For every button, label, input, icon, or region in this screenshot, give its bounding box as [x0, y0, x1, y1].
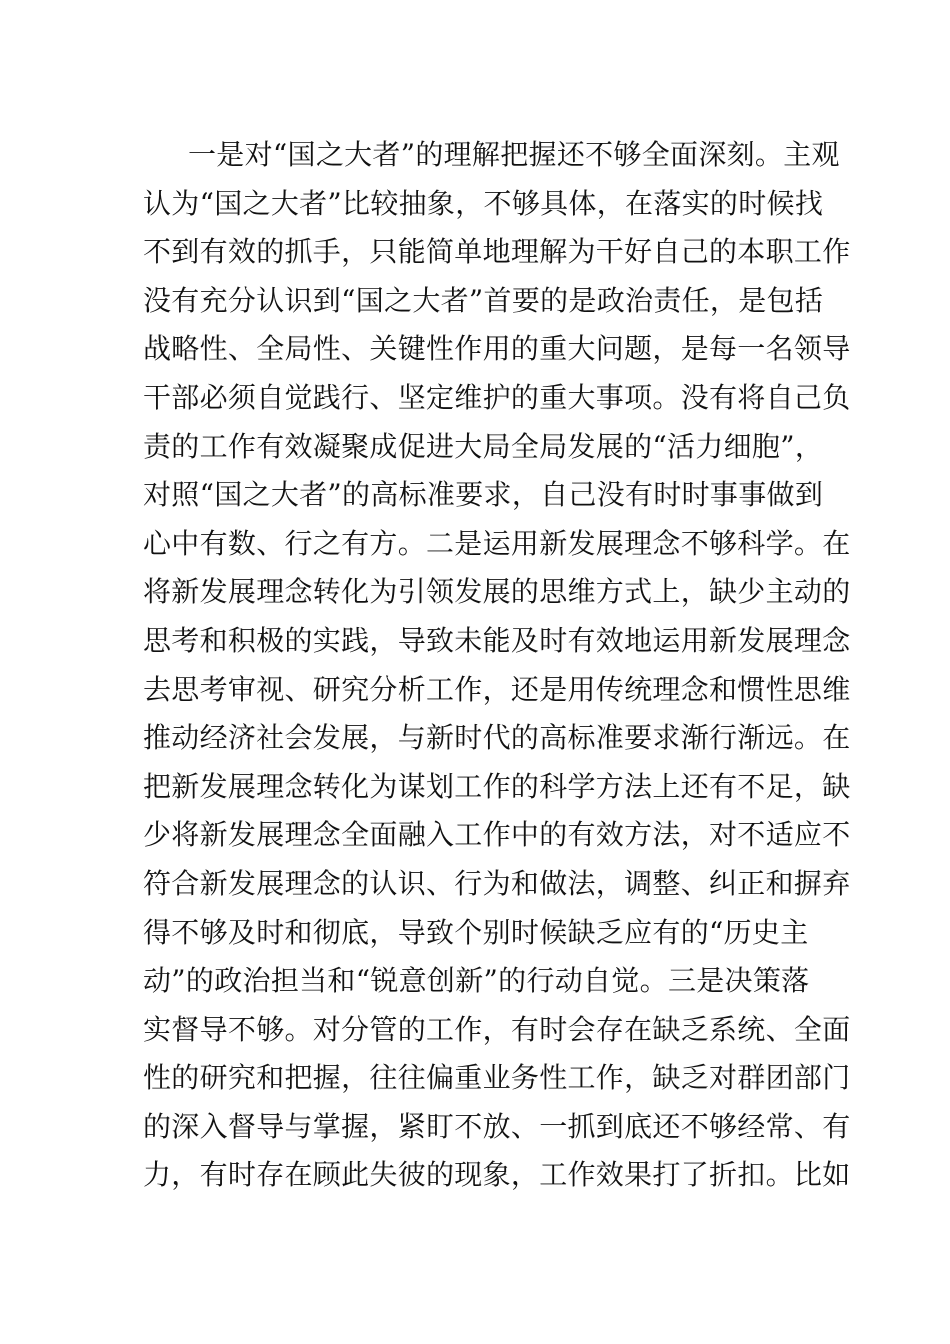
text-line: 动”的政治担当和“锐意创新”的行动自觉。三是决策落: [143, 964, 810, 998]
text-line: 少将新发展理念全面融入工作中的有效方法，对不适应不: [143, 818, 851, 852]
text-line: 不到有效的抓手，只能简单地理解为干好自己的本职工作: [143, 235, 851, 269]
text-line: 没有充分认识到“国之大者”首要的是政治责任，是包括: [143, 283, 824, 317]
text-line: 干部必须自觉践行、坚定维护的重大事项。没有将自己负: [143, 380, 851, 414]
text-line: 实督导不够。对分管的工作，有时会存在缺乏系统、全面: [143, 1012, 851, 1046]
text-line: 一是对“国之大者”的理解把握还不够全面深刻。主观: [188, 138, 840, 171]
text-line: 得不够及时和彻底，导致个别时候缺乏应有的“历史主: [143, 915, 809, 949]
text-line: 力，有时存在顾此失彼的现象，工作效果打了折扣。比如: [143, 1158, 851, 1192]
text-line: 推动经济社会发展，与新时代的高标准要求渐行渐远。在: [143, 721, 851, 755]
text-line: 的深入督导与掌握，紧盯不放、一抓到底还不够经常、有: [143, 1109, 851, 1143]
text-line: 性的研究和把握，往往偏重业务性工作，缺乏对群团部门: [143, 1061, 851, 1095]
text-line: 心中有数、行之有方。二是运用新发展理念不够科学。在: [143, 526, 851, 560]
text-line: 对照“国之大者”的高标准要求，自己没有时时事事做到: [143, 478, 824, 512]
text-line: 符合新发展理念的认识、行为和做法，调整、纠正和摒弃: [143, 866, 851, 900]
text-line: 责的工作有效凝聚成促进大局全局发展的“活力细胞”，: [143, 429, 824, 463]
text-line: 思考和积极的实践，导致未能及时有效地运用新发展理念: [143, 623, 851, 657]
text-line: 去思考审视、研究分析工作，还是用传统理念和惯性思维: [143, 672, 851, 706]
body-paragraph: [143, 131, 851, 1200]
text-line: 认为“国之大者”比较抽象，不够具体，在落实的时候找: [143, 186, 824, 220]
text-line: 把新发展理念转化为谋划工作的科学方法上还有不足，缺: [143, 769, 851, 803]
text-line: 将新发展理念转化为引领发展的思维方式上，缺少主动的: [143, 575, 851, 609]
text-line: 战略性、全局性、关键性作用的重大问题，是每一名领导: [143, 332, 851, 366]
